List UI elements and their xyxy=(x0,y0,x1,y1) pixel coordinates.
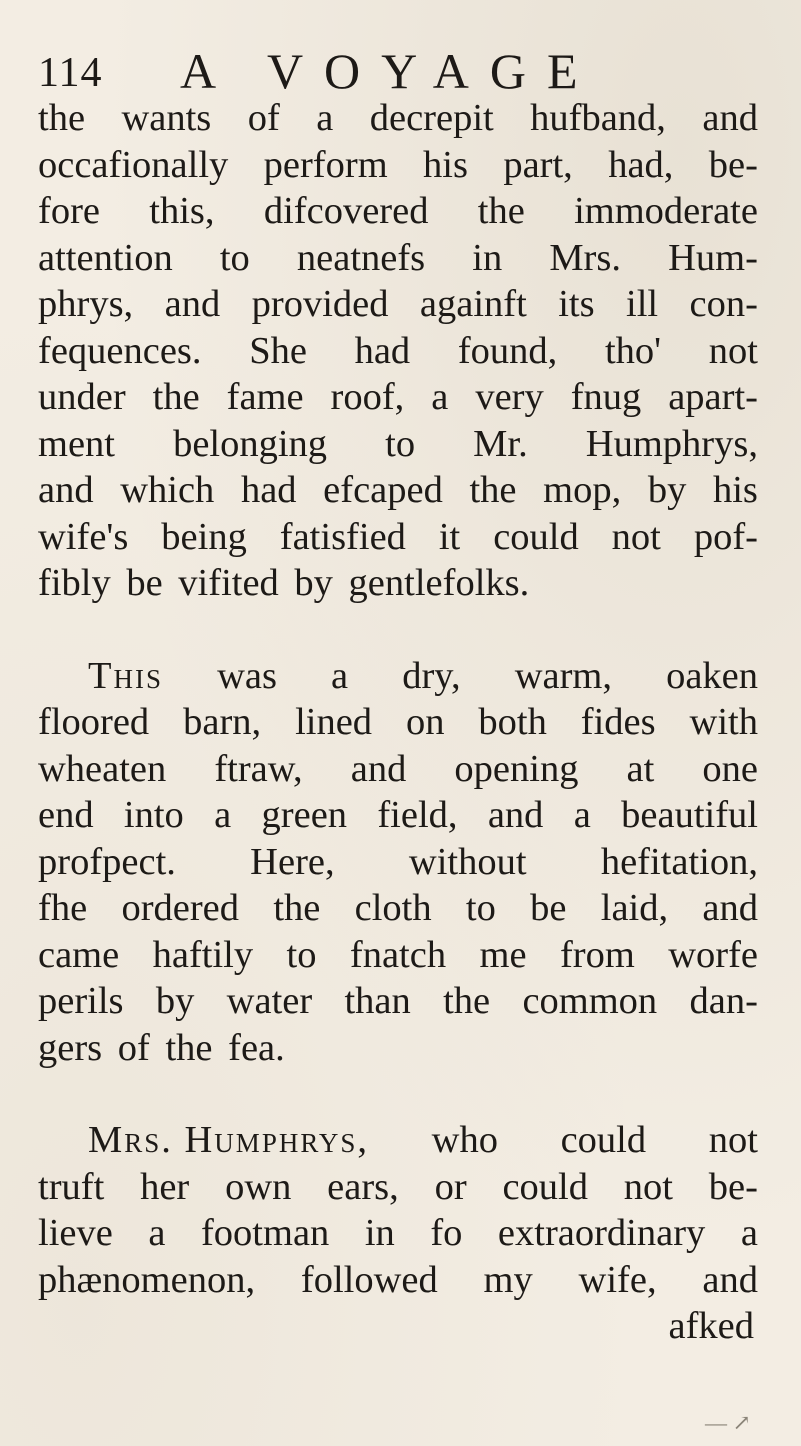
word: end xyxy=(38,794,94,836)
text-line xyxy=(38,328,758,375)
lead-word: Mrs. Humphrys, xyxy=(88,1119,369,1161)
word: barn, xyxy=(183,701,262,743)
word: fore xyxy=(38,190,100,232)
word: mop, xyxy=(543,469,622,511)
word: decrepit xyxy=(369,97,494,139)
text-line xyxy=(38,142,758,189)
word: phænomenon, xyxy=(38,1258,256,1301)
body-text xyxy=(38,95,758,1350)
word: on xyxy=(405,701,445,743)
word: hefitation, xyxy=(600,840,758,883)
word: being xyxy=(161,515,247,558)
word: fides xyxy=(580,701,656,743)
word: from xyxy=(559,933,635,976)
word: cloth xyxy=(354,887,432,929)
text-line xyxy=(38,699,758,746)
word: not xyxy=(623,1165,673,1208)
text-line xyxy=(38,885,758,932)
text-line xyxy=(38,421,758,468)
word: haftily xyxy=(152,933,254,976)
text-line: gers of the fea. xyxy=(38,1026,285,1069)
word: own xyxy=(225,1165,292,1208)
word: ftraw, xyxy=(214,747,303,790)
word: wants xyxy=(121,97,212,139)
word: his xyxy=(712,469,758,511)
word: water xyxy=(226,980,313,1022)
word: fame xyxy=(226,376,304,418)
word: truft xyxy=(38,1165,105,1208)
word: warm, xyxy=(514,654,612,697)
word: apart- xyxy=(668,376,758,418)
word: a xyxy=(214,794,232,836)
word: of xyxy=(247,97,280,139)
word: its xyxy=(558,283,595,325)
word: dan- xyxy=(689,980,758,1022)
word: me xyxy=(479,933,527,976)
word: ears, xyxy=(327,1165,399,1208)
text-line xyxy=(38,978,758,1025)
paragraph-gap xyxy=(38,607,758,653)
word: perform xyxy=(263,143,388,186)
word: difcovered xyxy=(263,190,429,232)
word: efcaped xyxy=(323,469,443,511)
page-number: 114 xyxy=(38,50,103,96)
word: and xyxy=(702,1258,758,1301)
paragraph-1 xyxy=(38,95,758,607)
word: his xyxy=(423,143,468,186)
text-line xyxy=(38,374,758,421)
word: perils xyxy=(38,980,124,1022)
word: not xyxy=(611,515,661,558)
word: con- xyxy=(689,283,758,325)
word: field, xyxy=(377,794,458,836)
running-head xyxy=(38,42,738,102)
word: fatisfied xyxy=(279,515,406,558)
word: wife, xyxy=(578,1258,657,1301)
word: lieve xyxy=(38,1212,113,1254)
word: the xyxy=(273,887,321,929)
word: profpect. xyxy=(38,840,176,883)
word: the xyxy=(152,376,200,418)
word: came xyxy=(38,933,120,976)
word: a xyxy=(148,1212,166,1254)
text-line xyxy=(38,792,758,839)
text-line xyxy=(38,1257,758,1304)
word: could xyxy=(493,515,579,558)
paragraph-2 xyxy=(38,653,758,1072)
word: attention xyxy=(38,236,173,279)
word: be xyxy=(530,887,567,929)
word: part, xyxy=(503,143,573,186)
word: to xyxy=(465,887,496,929)
word: could xyxy=(560,1119,647,1161)
word: a xyxy=(331,654,349,697)
word: wife's xyxy=(38,515,129,558)
word: hufband, xyxy=(530,97,666,139)
word: to xyxy=(219,236,250,279)
word: both xyxy=(478,701,547,743)
word: had xyxy=(354,329,411,372)
word: Mrs. xyxy=(549,236,621,279)
text-line xyxy=(38,235,758,282)
word: by xyxy=(155,980,195,1022)
word: beautiful xyxy=(621,794,758,836)
text-line-first xyxy=(38,653,758,700)
word: Hum- xyxy=(668,236,758,279)
word: one xyxy=(702,747,758,790)
word: pof- xyxy=(693,515,758,558)
text-line-first xyxy=(38,1117,758,1164)
word: in xyxy=(364,1212,395,1254)
word: which xyxy=(120,469,215,511)
word: than xyxy=(344,980,411,1022)
word: Humphrys, xyxy=(585,422,758,465)
word: footman xyxy=(200,1212,330,1254)
word: could xyxy=(502,1165,588,1208)
word: a xyxy=(740,1212,758,1254)
word: the xyxy=(477,190,525,232)
word: to xyxy=(286,933,317,976)
word: and xyxy=(702,887,758,929)
word: a xyxy=(431,376,449,418)
text-line xyxy=(38,1164,758,1211)
text-line xyxy=(38,467,758,514)
word: roof, xyxy=(330,376,405,418)
text-line xyxy=(38,95,758,142)
word: my xyxy=(483,1258,533,1301)
word: into xyxy=(123,794,184,836)
word: her xyxy=(140,1165,190,1208)
word: not xyxy=(708,329,758,372)
word: ill xyxy=(626,283,659,325)
word: Here, xyxy=(250,840,335,883)
word: the xyxy=(443,980,491,1022)
word: followed xyxy=(300,1258,438,1301)
word: wheaten xyxy=(38,747,167,790)
text-line xyxy=(38,188,758,235)
word: She xyxy=(249,329,307,372)
text-line xyxy=(38,746,758,793)
word: fequences. xyxy=(38,329,202,372)
word: in xyxy=(472,236,503,279)
word: phrys, xyxy=(38,283,134,325)
word: fhe xyxy=(38,887,88,929)
word: laid, xyxy=(600,887,669,929)
text-line xyxy=(38,514,758,561)
word: againft xyxy=(419,283,527,325)
word: to xyxy=(385,422,416,465)
word: found, xyxy=(457,329,558,372)
word: common xyxy=(522,980,658,1022)
word: tho' xyxy=(604,329,662,372)
word: occafionally xyxy=(38,143,229,186)
word: under xyxy=(38,376,126,418)
word: not xyxy=(708,1119,758,1161)
word: dry, xyxy=(402,654,461,697)
word: and xyxy=(38,469,94,511)
word: opening xyxy=(454,747,579,790)
text-line: fibly be vifited by gentlefolks. xyxy=(38,562,530,604)
word: be- xyxy=(708,143,758,186)
word: and xyxy=(702,97,758,139)
word: was xyxy=(217,654,277,697)
word: provided xyxy=(251,283,389,325)
word: fnatch xyxy=(349,933,447,976)
word: this, xyxy=(149,190,215,232)
word: oaken xyxy=(666,654,758,697)
running-title: A VOYAGE xyxy=(180,43,599,99)
word: neatnefs xyxy=(296,236,426,279)
word: without xyxy=(408,840,527,883)
word: ordered xyxy=(121,887,240,929)
word: had xyxy=(240,469,297,511)
word: ment xyxy=(38,422,115,465)
word: worfe xyxy=(668,933,758,976)
word: fo xyxy=(430,1212,463,1254)
word: and xyxy=(487,794,544,836)
word: by xyxy=(647,469,687,511)
text-line xyxy=(38,281,758,328)
text-line xyxy=(38,932,758,979)
word: floored xyxy=(38,701,150,743)
paragraph-3 xyxy=(38,1117,758,1350)
word: a xyxy=(316,97,334,139)
word: Mr. xyxy=(473,422,528,465)
paragraph-gap xyxy=(38,1071,758,1117)
word: be- xyxy=(708,1165,758,1208)
word: the xyxy=(469,469,517,511)
word: very xyxy=(475,376,544,418)
catchword: afked xyxy=(668,1305,754,1347)
word: belonging xyxy=(173,422,328,465)
word: who xyxy=(431,1119,498,1161)
word: had, xyxy=(608,143,674,186)
word: and xyxy=(350,747,407,790)
word: the xyxy=(38,97,86,139)
word: green xyxy=(261,794,348,836)
lead-word: This xyxy=(88,654,164,697)
word: immoderate xyxy=(574,190,758,232)
word: extraordinary xyxy=(497,1212,706,1254)
text-line xyxy=(38,1210,758,1257)
word: lined xyxy=(295,701,373,743)
word: or xyxy=(434,1165,467,1208)
bottom-mark: — ↗ xyxy=(705,1410,751,1435)
text-line xyxy=(38,839,758,886)
word: a xyxy=(573,794,591,836)
word: fnug xyxy=(570,376,642,418)
word: at xyxy=(626,747,655,790)
word: and xyxy=(164,283,221,325)
word: it xyxy=(438,515,461,558)
word: with xyxy=(689,701,758,743)
